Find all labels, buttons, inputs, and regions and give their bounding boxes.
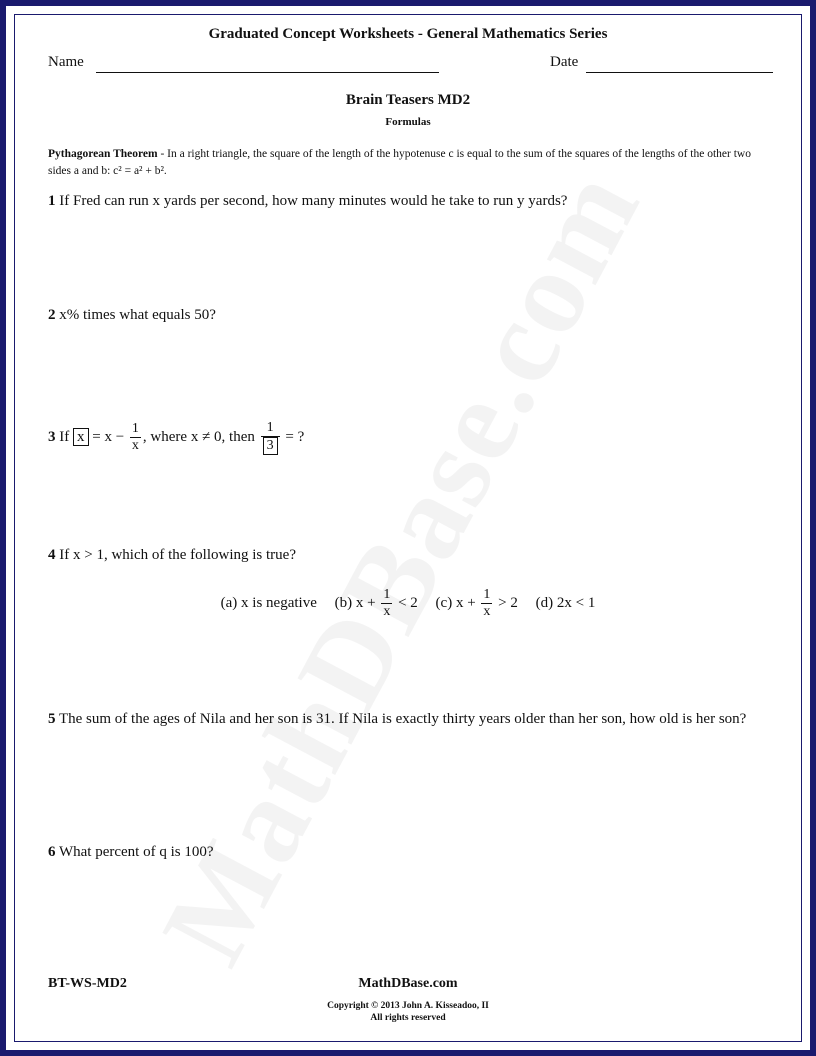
question-6 (48, 843, 775, 862)
choice-a: (a) x is negative (220, 595, 317, 611)
choice-suffix: < 2 (398, 594, 418, 611)
date-label: Date (550, 54, 579, 70)
question-2 (48, 306, 775, 325)
question-number: 3 (48, 428, 56, 445)
choice-b (335, 587, 418, 620)
fraction (130, 421, 141, 454)
question-5 (48, 710, 775, 729)
fraction-numerator: 1 (261, 420, 280, 437)
fraction-denominator: x (131, 438, 139, 453)
worksheet-subtitle: Formulas (385, 116, 431, 128)
choice-suffix: > 2 (498, 594, 518, 611)
formula-text: - In a right triangle, the square of the length of the hypotenuse c is equal to the sum of the squares of the lengths of the other two sides a and b: c² = a² + b². (48, 148, 751, 177)
question-text: If x > 1, which of the following is true? (59, 547, 296, 563)
answer-choices (6, 587, 810, 620)
fraction (481, 587, 492, 620)
question-number: 1 (48, 193, 56, 209)
choice-c (436, 587, 518, 620)
date-field[interactable] (586, 72, 773, 73)
question-1 (48, 192, 775, 211)
question-text: If Fred can run x yards per second, how many minutes would he take to run y yards? (59, 193, 568, 209)
question-prefix: If (59, 428, 70, 445)
question-number: 6 (48, 844, 56, 860)
choice-prefix: (b) x + (334, 594, 376, 611)
copyright-line: Copyright © 2013 John A. Kisseadoo, II (327, 1001, 489, 1011)
question-middle: , where x ≠ 0, then (142, 428, 255, 445)
rights-line: All rights reserved (370, 1013, 446, 1023)
name-field[interactable] (96, 72, 439, 73)
fraction (261, 420, 280, 455)
name-date-row (48, 54, 773, 76)
question-3 (48, 420, 775, 455)
fraction-denominator: 3 (263, 437, 278, 455)
choice-prefix: (c) x + (435, 594, 476, 611)
question-expression: = x − (92, 428, 125, 445)
choice-d: (d) 2x < 1 (535, 595, 596, 611)
fraction-denominator: x (383, 604, 391, 619)
worksheet-code: BT-WS-MD2 (48, 976, 127, 991)
fraction-denominator: x (483, 604, 491, 619)
question-text: What percent of q is 100? (58, 844, 214, 860)
fraction-numerator: 1 (131, 421, 139, 436)
fraction-numerator: 1 (483, 587, 491, 602)
name-label: Name (48, 54, 84, 70)
worksheet-title: Brain Teasers MD2 (345, 92, 471, 108)
question-number: 4 (48, 547, 56, 563)
question-4 (48, 546, 775, 565)
question-number: 2 (48, 307, 56, 323)
fraction (381, 587, 392, 620)
boxed-operator: x (73, 428, 89, 446)
formula-label: Pythagorean Theorem (48, 148, 158, 160)
question-text: x% times what equals 50? (59, 307, 216, 323)
series-title: Graduated Concept Worksheets - General Mathematics Series (208, 26, 608, 42)
question-number: 5 (48, 711, 56, 727)
question-text: The sum of the ages of Nila and her son is 31. If Nila is exactly thirty years older than her son, how old is her son? (58, 711, 747, 727)
fraction-numerator: 1 (383, 587, 391, 602)
copyright (6, 1000, 810, 1024)
site-name: MathDBase.com (358, 976, 458, 991)
question-suffix: = ? (285, 428, 305, 445)
pythagorean-formula (48, 146, 775, 180)
